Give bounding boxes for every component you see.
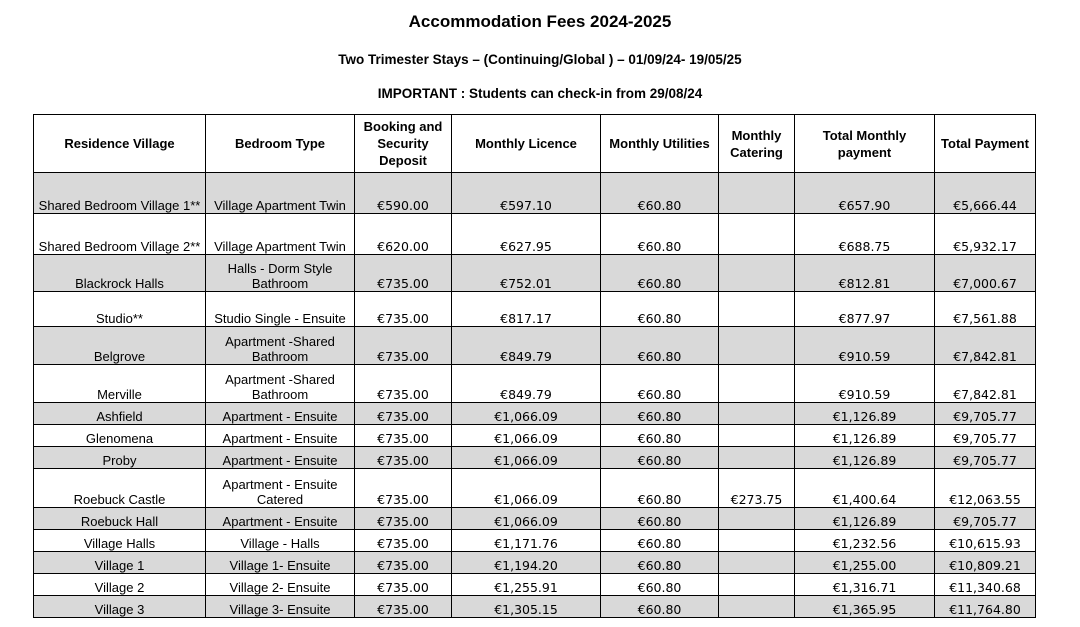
table-row <box>34 173 1036 214</box>
cell-deposit: €735.00 <box>355 365 452 403</box>
cell-total-monthly: €910.59 <box>795 327 935 365</box>
cell-residence-village: Roebuck Castle <box>34 469 206 508</box>
cell-bedroom-type: Halls - Dorm Style Bathroom <box>206 255 355 292</box>
cell-bedroom-type: Village 1- Ensuite <box>206 552 355 574</box>
cell-monthly-catering <box>719 425 795 447</box>
cell-total-monthly: €1,126.89 <box>795 425 935 447</box>
table-row <box>34 327 1036 365</box>
cell-monthly-catering <box>719 530 795 552</box>
col-header-monthly-utilities: Monthly Utilities <box>601 115 719 173</box>
cell-monthly-licence: €627.95 <box>452 214 601 255</box>
cell-deposit: €735.00 <box>355 530 452 552</box>
cell-deposit: €735.00 <box>355 469 452 508</box>
cell-monthly-utilities: €60.80 <box>601 255 719 292</box>
cell-bedroom-type: Village 3- Ensuite <box>206 596 355 618</box>
cell-monthly-utilities: €60.80 <box>601 425 719 447</box>
cell-monthly-utilities: €60.80 <box>601 596 719 618</box>
cell-monthly-utilities: €60.80 <box>601 214 719 255</box>
cell-total-payment: €7,561.88 <box>935 292 1036 327</box>
cell-monthly-licence: €1,255.91 <box>452 574 601 596</box>
cell-deposit: €735.00 <box>355 403 452 425</box>
cell-total-payment: €7,842.81 <box>935 327 1036 365</box>
cell-monthly-utilities: €60.80 <box>601 447 719 469</box>
cell-bedroom-type: Studio Single - Ensuite <box>206 292 355 327</box>
cell-total-monthly: €1,365.95 <box>795 596 935 618</box>
cell-total-monthly: €688.75 <box>795 214 935 255</box>
cell-total-payment: €9,705.77 <box>935 447 1036 469</box>
col-header-deposit: Booking and Security Deposit <box>355 115 452 173</box>
table-row <box>34 530 1036 552</box>
col-header-monthly-catering: Monthly Catering <box>719 115 795 173</box>
cell-residence-village: Village 2 <box>34 574 206 596</box>
cell-monthly-licence: €1,171.76 <box>452 530 601 552</box>
table-row <box>34 447 1036 469</box>
page-title: Accommodation Fees 2024-2025 <box>408 12 672 31</box>
cell-monthly-catering <box>719 327 795 365</box>
cell-deposit: €735.00 <box>355 255 452 292</box>
cell-bedroom-type: Apartment - Ensuite <box>206 403 355 425</box>
cell-monthly-licence: €1,066.09 <box>452 447 601 469</box>
table-row <box>34 596 1036 618</box>
cell-deposit: €735.00 <box>355 596 452 618</box>
cell-residence-village: Shared Bedroom Village 2** <box>34 214 206 255</box>
cell-monthly-catering <box>719 403 795 425</box>
cell-residence-village: Roebuck Hall <box>34 508 206 530</box>
cell-monthly-catering <box>719 508 795 530</box>
cell-residence-village: Village Halls <box>34 530 206 552</box>
cell-total-monthly: €1,232.56 <box>795 530 935 552</box>
table-row <box>34 425 1036 447</box>
cell-total-monthly: €1,255.00 <box>795 552 935 574</box>
cell-monthly-utilities: €60.80 <box>601 552 719 574</box>
cell-bedroom-type: Village Apartment Twin <box>206 173 355 214</box>
cell-monthly-catering <box>719 447 795 469</box>
cell-total-payment: €5,932.17 <box>935 214 1036 255</box>
cell-residence-village: Blackrock Halls <box>34 255 206 292</box>
cell-monthly-utilities: €60.80 <box>601 530 719 552</box>
cell-bedroom-type: Village Apartment Twin <box>206 214 355 255</box>
cell-total-payment: €9,705.77 <box>935 508 1036 530</box>
cell-deposit: €735.00 <box>355 292 452 327</box>
cell-monthly-utilities: €60.80 <box>601 508 719 530</box>
cell-total-monthly: €1,400.64 <box>795 469 935 508</box>
cell-total-monthly: €877.97 <box>795 292 935 327</box>
table-row <box>34 469 1036 508</box>
cell-deposit: €735.00 <box>355 425 452 447</box>
cell-total-payment: €7,000.67 <box>935 255 1036 292</box>
cell-total-monthly: €1,316.71 <box>795 574 935 596</box>
fees-table-body <box>34 173 1036 618</box>
page-subtitle: Two Trimester Stays – (Continuing/Global ) – 01/09/24- 19/05/25 <box>338 52 742 67</box>
cell-residence-village: Merville <box>34 365 206 403</box>
col-header-total-payment: Total Payment <box>935 115 1036 173</box>
cell-total-monthly: €1,126.89 <box>795 508 935 530</box>
cell-residence-village: Shared Bedroom Village 1** <box>34 173 206 214</box>
cell-monthly-catering <box>719 214 795 255</box>
cell-monthly-utilities: €60.80 <box>601 403 719 425</box>
col-header-monthly-licence: Monthly Licence <box>452 115 601 173</box>
table-row <box>34 574 1036 596</box>
cell-monthly-licence: €1,194.20 <box>452 552 601 574</box>
cell-monthly-catering <box>719 574 795 596</box>
cell-deposit: €620.00 <box>355 214 452 255</box>
table-row <box>34 214 1036 255</box>
cell-bedroom-type: Apartment - Ensuite <box>206 447 355 469</box>
col-header-bedroom-type: Bedroom Type <box>206 115 355 173</box>
cell-monthly-licence: €1,066.09 <box>452 508 601 530</box>
cell-monthly-licence: €1,066.09 <box>452 403 601 425</box>
cell-residence-village: Belgrove <box>34 327 206 365</box>
cell-monthly-licence: €817.17 <box>452 292 601 327</box>
fees-table <box>33 114 1036 618</box>
cell-monthly-catering <box>719 596 795 618</box>
cell-residence-village: Proby <box>34 447 206 469</box>
col-header-residence-village: Residence Village <box>34 115 206 173</box>
cell-monthly-licence: €849.79 <box>452 327 601 365</box>
table-row <box>34 403 1036 425</box>
cell-monthly-utilities: €60.80 <box>601 327 719 365</box>
cell-monthly-utilities: €60.80 <box>601 574 719 596</box>
cell-residence-village: Studio** <box>34 292 206 327</box>
cell-monthly-licence: €1,305.15 <box>452 596 601 618</box>
cell-deposit: €735.00 <box>355 447 452 469</box>
cell-monthly-licence: €1,066.09 <box>452 469 601 508</box>
cell-monthly-utilities: €60.80 <box>601 469 719 508</box>
table-header-row <box>34 115 1036 173</box>
cell-monthly-utilities: €60.80 <box>601 365 719 403</box>
cell-residence-village: Village 3 <box>34 596 206 618</box>
cell-monthly-catering <box>719 292 795 327</box>
cell-bedroom-type: Apartment - Ensuite <box>206 425 355 447</box>
important-notice: IMPORTANT : Students can check-in from 29/08/24 <box>377 86 703 101</box>
cell-monthly-utilities: €60.80 <box>601 173 719 214</box>
table-row <box>34 292 1036 327</box>
cell-total-payment: €9,705.77 <box>935 425 1036 447</box>
cell-total-monthly: €1,126.89 <box>795 403 935 425</box>
cell-deposit: €735.00 <box>355 508 452 530</box>
cell-total-payment: €7,842.81 <box>935 365 1036 403</box>
cell-total-payment: €11,340.68 <box>935 574 1036 596</box>
cell-total-payment: €12,063.55 <box>935 469 1036 508</box>
cell-monthly-catering <box>719 173 795 214</box>
cell-total-payment: €10,809.21 <box>935 552 1036 574</box>
cell-monthly-licence: €1,066.09 <box>452 425 601 447</box>
cell-monthly-catering <box>719 552 795 574</box>
cell-bedroom-type: Apartment -Shared Bathroom <box>206 365 355 403</box>
cell-total-monthly: €812.81 <box>795 255 935 292</box>
cell-monthly-licence: €597.10 <box>452 173 601 214</box>
cell-bedroom-type: Apartment - Ensuite Catered <box>206 469 355 508</box>
cell-monthly-licence: €752.01 <box>452 255 601 292</box>
cell-total-monthly: €910.59 <box>795 365 935 403</box>
cell-residence-village: Glenomena <box>34 425 206 447</box>
cell-residence-village: Ashfield <box>34 403 206 425</box>
cell-monthly-licence: €849.79 <box>452 365 601 403</box>
table-row <box>34 365 1036 403</box>
cell-bedroom-type: Apartment - Ensuite <box>206 508 355 530</box>
cell-monthly-utilities: €60.80 <box>601 292 719 327</box>
cell-deposit: €735.00 <box>355 552 452 574</box>
col-header-total-monthly: Total Monthly payment <box>795 115 935 173</box>
cell-total-payment: €10,615.93 <box>935 530 1036 552</box>
cell-deposit: €590.00 <box>355 173 452 214</box>
cell-total-monthly: €657.90 <box>795 173 935 214</box>
cell-deposit: €735.00 <box>355 327 452 365</box>
cell-monthly-catering <box>719 365 795 403</box>
cell-bedroom-type: Village - Halls <box>206 530 355 552</box>
cell-bedroom-type: Apartment -Shared Bathroom <box>206 327 355 365</box>
cell-total-monthly: €1,126.89 <box>795 447 935 469</box>
cell-bedroom-type: Village 2- Ensuite <box>206 574 355 596</box>
cell-total-payment: €5,666.44 <box>935 173 1036 214</box>
cell-total-payment: €9,705.77 <box>935 403 1036 425</box>
table-row <box>34 552 1036 574</box>
cell-monthly-catering <box>719 255 795 292</box>
table-row <box>34 255 1036 292</box>
cell-residence-village: Village 1 <box>34 552 206 574</box>
cell-monthly-catering: €273.75 <box>719 469 795 508</box>
cell-total-payment: €11,764.80 <box>935 596 1036 618</box>
cell-deposit: €735.00 <box>355 574 452 596</box>
table-row <box>34 508 1036 530</box>
